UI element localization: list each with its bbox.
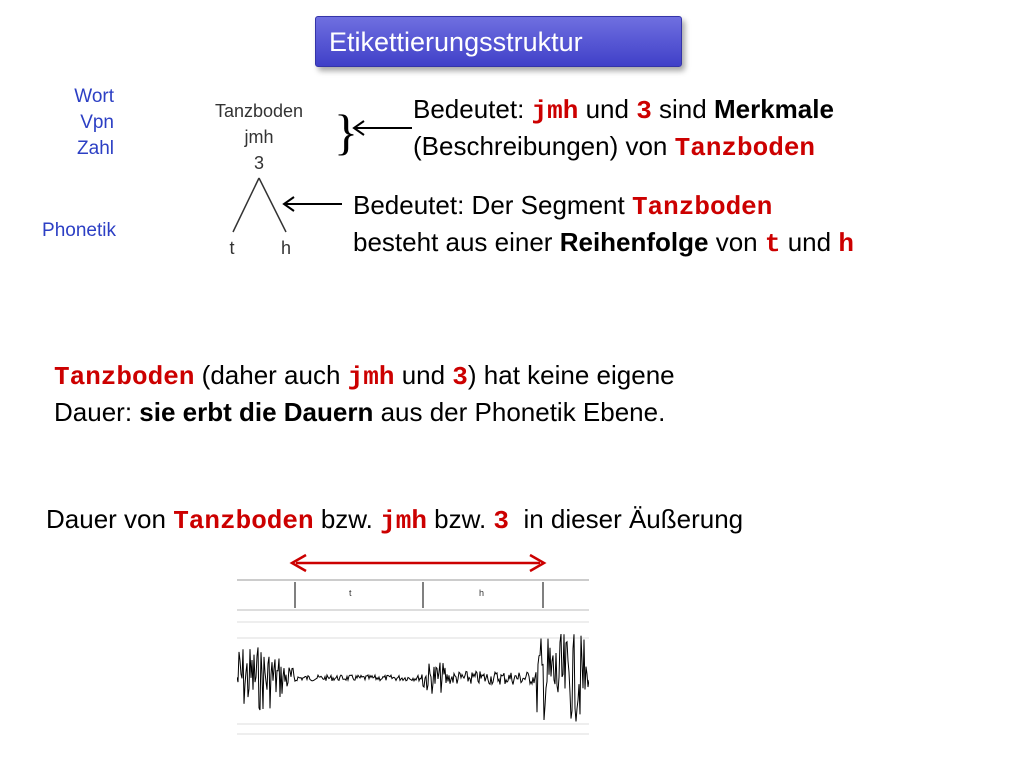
segment-label-t: t xyxy=(349,588,352,598)
duration-arrow-icon xyxy=(286,552,550,574)
tree-node-jmh: jmh xyxy=(244,127,274,147)
slide-title: Etikettierungsstruktur xyxy=(315,16,682,67)
tier-label-phonetik: Phonetik xyxy=(42,220,116,241)
tree-leaf-t: t xyxy=(229,238,235,258)
waveform-panel xyxy=(237,578,589,736)
tree-node-tanzboden: Tanzboden xyxy=(214,101,304,121)
note-sequence: Bedeutet: Der Segment Tanzboden besteht aus einer Reihenfolge von t und h xyxy=(353,190,854,259)
tier-label-zahl: Zahl xyxy=(77,138,114,159)
tier-label-wort: Wort xyxy=(74,86,114,107)
inheritance-paragraph: Tanzboden (daher auch jmh und 3) hat keine eigene Dauer: sie erbt die Dauern aus der Phonetik Ebene. xyxy=(54,360,675,427)
brace-icon: } xyxy=(334,104,358,160)
arrow-left-icon-2 xyxy=(280,194,344,214)
waveform-display xyxy=(237,578,589,736)
tier-labels xyxy=(40,83,114,162)
tier-label-vpn: Vpn xyxy=(80,112,114,133)
note-features: Bedeutet: jmh und 3 sind Merkmale (Beschreibungen) von Tanzboden xyxy=(413,94,834,163)
tree-node-3: 3 xyxy=(253,153,264,173)
segment-label-h: h xyxy=(479,588,485,598)
arrow-left-icon xyxy=(350,118,414,138)
tree-leaf-h: h xyxy=(280,238,291,258)
duration-heading: Dauer von Tanzboden bzw. jmh bzw. 3 in dieser Äußerung xyxy=(46,504,744,536)
